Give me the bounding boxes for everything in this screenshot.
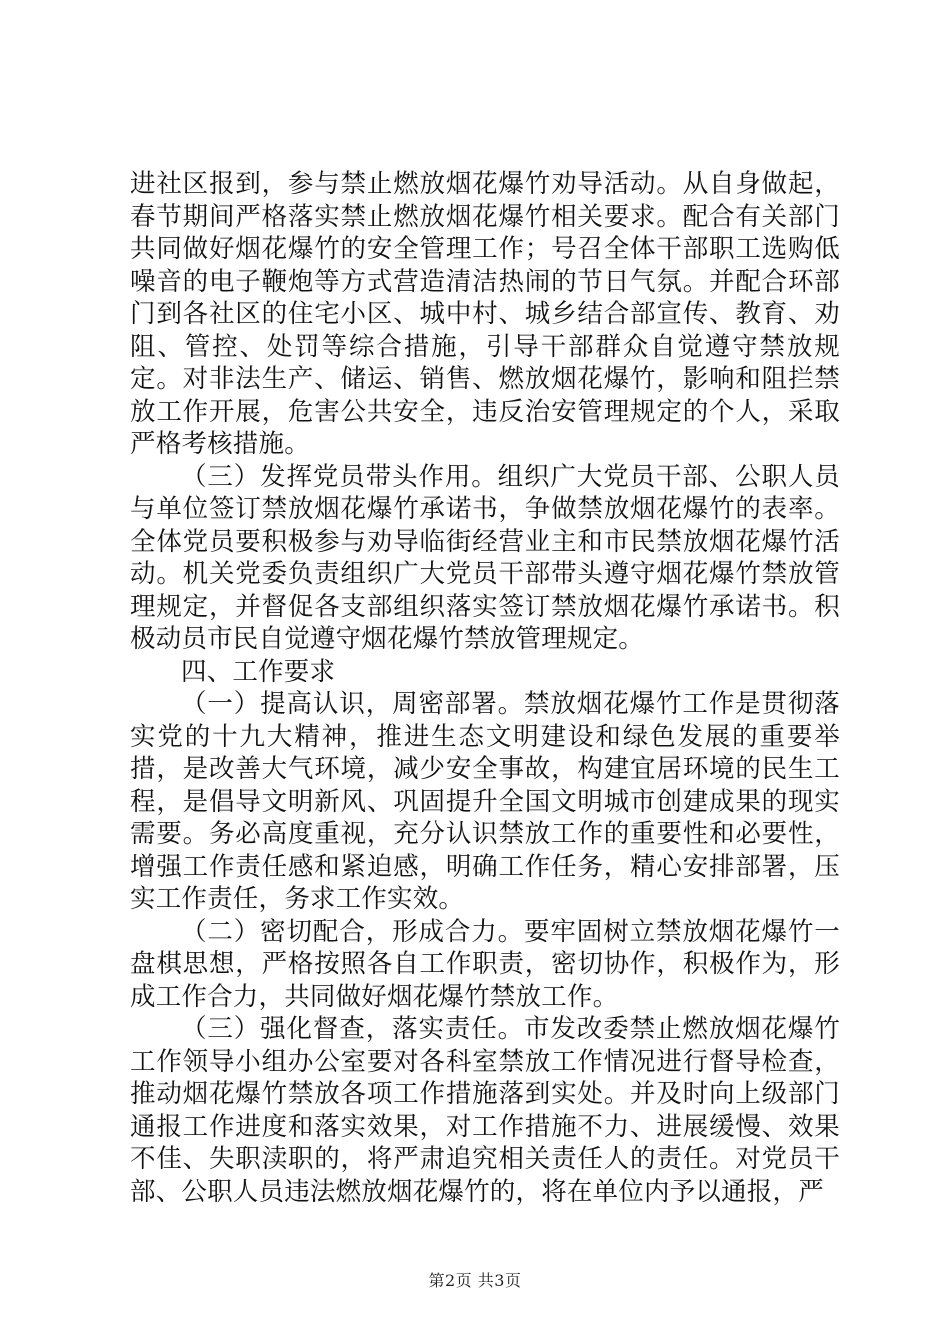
paragraph-close-cooperation: （二）密切配合，形成合力。要牢固树立禁放烟花爆竹一盘棋思想，严格按照各自工作职责，密切协作，积极作为，形成工作合力，共同做好烟花爆竹禁放工作。 [130,916,840,1012]
paragraph-strengthen-supervision: （三）强化督查，落实责任。市发改委禁止燃放烟花爆竹工作领导小组办公室要对各科室禁放工作情况进行督导检查，推动烟花爆竹禁放各项工作措施落到实处。并及时向上级部门通报工作进度和落实效果，对工作措施不力、进展缓慢、效果不佳、失职渎职的，将严肃追究相关责任人的责任。对党员干部、公职人员违法燃放烟花爆竹的，将在单位内予以通报，严 [130,1014,840,1207]
paragraph-continuation: 进社区报到，参与禁止燃放烟花爆竹劝导活动。从自身做起，春节期间严格落实禁止燃放烟花爆竹相关要求。配合有关部门共同做好烟花爆竹的安全管理工作；号召全体干部职工选购低噪音的电子鞭炮等方式营造清洁热闹的节日气氛。并配合环部门到各社区的住宅小区、城中村、城乡结合部宣传、教育、劝阻、管控、处罚等综合措施，引导干部群众自觉遵守禁放规定。对非法生产、储运、销售、燃放烟花爆竹，影响和阻拦禁放工作开展，危害公共安全，违反治安管理规定的个人，采取严格考核措施。 [130,169,840,459]
paragraph-raise-awareness: （一）提高认识，周密部署。禁放烟花爆竹工作是贯彻落实党的十九大精神，推进生态文明建设和绿色发展的重要举措，是改善大气环境，减少安全事故，构建宜居环境的民生工程，是倡导文明新风、巩固提升全国文明城市创建成果的现实需要。务必高度重视，充分认识禁放工作的重要性和必要性，增强工作责任感和紧迫感，明确工作任务，精心安排部署，压实工作责任，务求工作实效。 [130,689,840,914]
page-number-footer: 第2页 共3页 [428,1271,522,1290]
paragraph-party-member-role: （三）发挥党员带头作用。组织广大党员干部、公职人员与单位签订禁放烟花爆竹承诺书，争做禁放烟花爆竹的表率。全体党员要积极参与劝导临街经营业主和市民禁放烟花爆竹活动。机关党委负责组织广大党员干部带头遵守烟花爆竹禁放管理规定，并督促各支部组织落实签订禁放烟花爆竹承诺书。积极动员市民自觉遵守烟花爆竹禁放管理规定。 [130,461,840,654]
section-heading-work-requirements: 四、工作要求 [181,656,336,687]
document-body [130,168,840,1208]
